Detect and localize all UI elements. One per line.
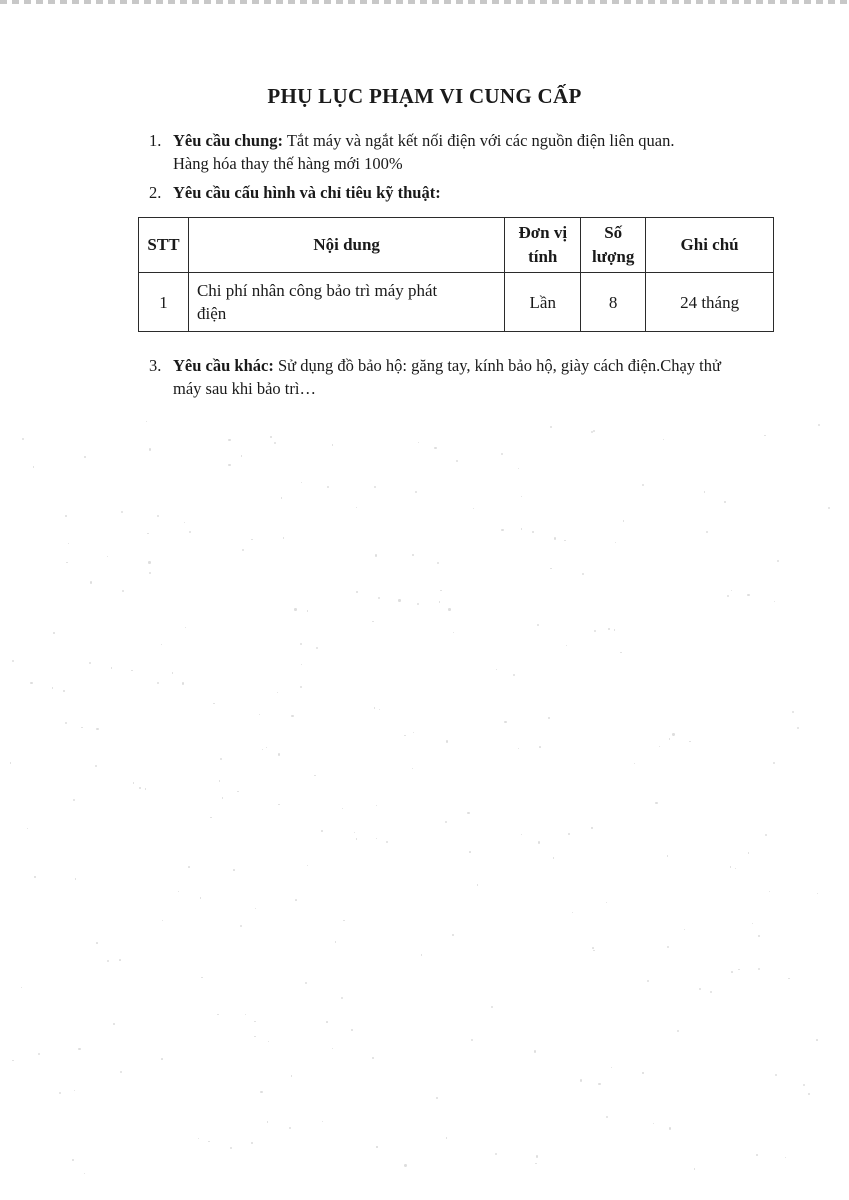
- scan-speck: [467, 812, 469, 814]
- scan-speck: [758, 968, 760, 970]
- scan-speck: [237, 791, 238, 792]
- item-number: 1.: [149, 131, 162, 150]
- scan-speck: [307, 865, 308, 866]
- scan-speck: [289, 1127, 291, 1129]
- scan-speck: [78, 1048, 80, 1050]
- scan-speck: [614, 629, 615, 630]
- scan-speck: [356, 591, 358, 593]
- scan-speck: [615, 542, 616, 543]
- scan-speck: [259, 714, 260, 715]
- scan-speck: [172, 672, 174, 674]
- scan-speck: [404, 1164, 406, 1166]
- scan-speck: [659, 746, 660, 747]
- scan-speck: [580, 1079, 582, 1081]
- scan-speck: [274, 442, 276, 444]
- scan-speck: [233, 869, 235, 871]
- scan-speck: [230, 1147, 232, 1149]
- scan-speck: [564, 540, 565, 541]
- scan-speck: [12, 660, 14, 662]
- scan-speck: [642, 484, 644, 486]
- table-row: [139, 273, 774, 332]
- scan-speck: [12, 1060, 13, 1061]
- scan-speck: [96, 728, 98, 730]
- scan-speck: [354, 832, 355, 833]
- scan-speck: [727, 595, 729, 597]
- scan-speck: [149, 448, 151, 450]
- scan-speck: [374, 707, 376, 709]
- scan-speck: [477, 884, 478, 885]
- spec-table: [138, 217, 774, 332]
- scan-speck: [777, 560, 779, 562]
- scan-top-edge: [0, 0, 849, 4]
- scan-speck: [376, 838, 378, 840]
- scan-speck: [122, 590, 124, 592]
- item-heading: Yêu cầu cấu hình và chỉ tiêu kỹ thuật:: [173, 183, 441, 202]
- scan-speck: [568, 833, 570, 835]
- scan-speck: [242, 549, 244, 551]
- scan-speck: [775, 1074, 777, 1076]
- scan-speck: [228, 464, 230, 466]
- scan-speck: [634, 763, 635, 764]
- scan-speck: [300, 643, 302, 645]
- header-unit: Đơn vị tính: [505, 218, 581, 273]
- scan-speck: [495, 1153, 497, 1155]
- scan-speck: [372, 621, 374, 623]
- scan-speck: [534, 1050, 536, 1052]
- scan-speck: [731, 590, 732, 591]
- scan-speck: [139, 787, 141, 789]
- scan-speck: [642, 1072, 643, 1073]
- scan-speck: [30, 682, 32, 684]
- scan-speck: [448, 608, 450, 610]
- scan-speck: [305, 982, 307, 984]
- scan-speck: [606, 1116, 608, 1118]
- scan-speck: [669, 1127, 671, 1129]
- scan-speck: [27, 828, 28, 829]
- scan-speck: [68, 543, 69, 544]
- scan-speck: [738, 969, 740, 971]
- requirement-other: [149, 354, 789, 404]
- scan-speck: [111, 667, 112, 668]
- scan-speck: [95, 765, 97, 767]
- cell-content: Chi phí nhân công bảo trì máy phát điện: [188, 273, 504, 332]
- scan-speck: [501, 529, 503, 531]
- scan-speck: [121, 511, 123, 513]
- scan-speck: [201, 977, 203, 979]
- scan-speck: [295, 899, 297, 901]
- scan-speck: [251, 539, 253, 541]
- scan-speck: [198, 1138, 199, 1139]
- scan-speck: [421, 954, 423, 956]
- scan-speck: [672, 733, 674, 735]
- scan-speck: [131, 670, 132, 671]
- scan-speck: [327, 486, 329, 488]
- scan-speck: [496, 669, 497, 670]
- scan-speck: [439, 601, 440, 602]
- scan-speck: [301, 664, 302, 665]
- scan-speck: [413, 732, 414, 733]
- scan-speck: [316, 647, 318, 649]
- scan-speck: [213, 703, 214, 704]
- scan-speck: [591, 431, 593, 433]
- scan-speck: [33, 466, 34, 467]
- scan-speck: [210, 817, 211, 818]
- scan-speck: [694, 1168, 695, 1169]
- scan-speck: [655, 802, 657, 804]
- scan-speck: [446, 1137, 448, 1139]
- scan-speck: [96, 942, 98, 944]
- scan-speck: [291, 715, 293, 717]
- cell-unit: Lần: [505, 273, 581, 332]
- scan-speck: [241, 455, 243, 457]
- scan-speck: [491, 1006, 493, 1008]
- scan-speck: [572, 912, 574, 914]
- scan-speck: [548, 717, 550, 719]
- scan-speck: [769, 891, 770, 892]
- scan-speck: [161, 1058, 163, 1060]
- scan-speck: [591, 827, 592, 828]
- scan-speck: [773, 762, 775, 764]
- scan-speck: [217, 1014, 219, 1016]
- requirement-general: [149, 129, 759, 179]
- scan-speck: [817, 893, 818, 894]
- scan-speck: [710, 991, 712, 993]
- scan-speck: [440, 590, 442, 592]
- requirement-technical: [149, 181, 759, 205]
- scan-speck: [469, 851, 471, 853]
- scan-speck: [145, 788, 146, 789]
- scan-speck: [452, 934, 454, 936]
- scan-speck: [281, 497, 282, 498]
- scan-speck: [332, 1048, 333, 1049]
- scan-speck: [752, 923, 753, 924]
- scan-speck: [412, 554, 414, 556]
- scan-speck: [65, 722, 67, 724]
- scan-speck: [803, 1084, 805, 1086]
- scan-speck: [74, 1090, 76, 1092]
- scan-speck: [278, 753, 280, 755]
- scan-speck: [278, 804, 279, 805]
- scan-speck: [594, 630, 596, 632]
- header-quantity: Số lượng: [581, 218, 646, 273]
- scan-speck: [376, 1146, 377, 1147]
- scan-speck: [149, 572, 151, 574]
- scan-speck: [518, 748, 519, 749]
- scan-speck: [300, 686, 302, 688]
- scan-speck: [593, 430, 595, 432]
- scan-speck: [254, 1021, 255, 1022]
- scan-speck: [724, 501, 726, 503]
- scan-speck: [72, 1159, 74, 1161]
- item-heading: Yêu cầu khác:: [173, 356, 274, 375]
- scan-speck: [620, 652, 621, 653]
- scan-speck: [667, 946, 669, 948]
- scan-speck: [473, 508, 475, 510]
- scan-speck: [704, 491, 706, 493]
- scan-speck: [412, 768, 413, 769]
- scan-speck: [378, 597, 380, 599]
- scan-speck: [245, 1014, 247, 1016]
- scan-speck: [677, 1030, 679, 1032]
- scan-speck: [434, 447, 436, 449]
- scan-speck: [537, 624, 539, 626]
- scan-speck: [689, 741, 691, 743]
- scan-speck: [437, 562, 439, 564]
- cell-quantity: 8: [581, 273, 646, 332]
- scan-speck: [314, 775, 315, 776]
- scan-speck: [647, 980, 649, 982]
- scan-speck: [504, 721, 506, 723]
- scan-speck: [119, 959, 121, 961]
- scan-speck: [667, 855, 668, 856]
- scan-speck: [566, 645, 567, 646]
- scan-speck: [219, 780, 220, 781]
- item-number: 2.: [149, 183, 162, 202]
- scan-speck: [808, 1093, 810, 1095]
- scan-speck: [376, 805, 377, 806]
- scan-speck: [684, 929, 685, 930]
- scan-speck: [521, 496, 522, 497]
- scan-speck: [73, 799, 75, 801]
- scan-speck: [34, 876, 35, 877]
- scan-speck: [663, 439, 664, 440]
- scan-speck: [120, 1071, 122, 1073]
- scan-speck: [471, 1039, 473, 1041]
- scan-speck: [188, 866, 190, 868]
- scan-speck: [386, 841, 388, 843]
- scan-speck: [436, 1097, 438, 1099]
- scan-speck: [341, 997, 343, 999]
- item-number: 3.: [149, 356, 162, 375]
- scan-speck: [107, 960, 109, 962]
- scan-speck: [404, 735, 405, 736]
- scan-speck: [608, 628, 610, 630]
- scan-speck: [133, 782, 134, 783]
- scan-speck: [262, 749, 263, 750]
- scan-speck: [375, 554, 377, 556]
- scan-speck: [22, 438, 24, 440]
- scan-speck: [220, 758, 222, 760]
- scan-speck: [266, 747, 267, 748]
- scan-speck: [735, 868, 736, 869]
- header-content: Nội dung: [188, 218, 504, 273]
- scan-speck: [301, 482, 302, 483]
- scan-speck: [53, 632, 55, 634]
- scan-speck: [267, 1121, 268, 1122]
- cell-stt: 1: [139, 273, 189, 332]
- scan-speck: [162, 920, 164, 922]
- scan-speck: [84, 1173, 86, 1175]
- scan-speck: [582, 573, 584, 575]
- scan-speck: [356, 507, 357, 508]
- scan-speck: [785, 1157, 786, 1158]
- scan-speck: [623, 520, 624, 521]
- scan-speck: [518, 468, 519, 469]
- scan-speck: [84, 456, 86, 458]
- item-heading: Yêu cầu chung:: [173, 131, 284, 150]
- scan-speck: [669, 738, 671, 740]
- scan-speck: [653, 1123, 654, 1124]
- scan-speck: [208, 1141, 209, 1142]
- scan-speck: [765, 834, 767, 836]
- scan-speck: [277, 692, 278, 693]
- scan-speck: [326, 1021, 328, 1023]
- scan-speck: [532, 531, 534, 533]
- scan-speck: [758, 935, 760, 937]
- scan-speck: [788, 978, 790, 980]
- scan-speck: [59, 1092, 61, 1094]
- scan-speck: [398, 599, 400, 601]
- scan-speck: [816, 1039, 818, 1041]
- scan-speck: [764, 435, 766, 437]
- scan-speck: [730, 866, 732, 868]
- scan-speck: [379, 709, 380, 710]
- scan-speck: [38, 1053, 40, 1055]
- scan-speck: [554, 537, 556, 539]
- scan-speck: [521, 834, 522, 835]
- scan-speck: [374, 486, 376, 488]
- scan-speck: [182, 682, 184, 684]
- item-body: [173, 129, 675, 175]
- scan-speck: [521, 528, 522, 529]
- scan-speck: [157, 682, 159, 684]
- scan-speck: [550, 426, 552, 428]
- scan-speck: [321, 830, 323, 832]
- scan-speck: [343, 920, 345, 922]
- scan-speck: [184, 522, 185, 523]
- scan-speck: [260, 1091, 262, 1093]
- scan-speck: [89, 662, 91, 664]
- scan-speck: [756, 1154, 758, 1156]
- page-title: PHỤ LỤC PHẠM VI CUNG CẤP: [267, 84, 582, 108]
- scan-speck: [254, 1036, 256, 1038]
- scan-speck: [550, 568, 552, 570]
- scan-speck: [828, 507, 830, 509]
- scan-speck: [539, 746, 541, 748]
- scan-speck: [453, 632, 454, 633]
- scan-speck: [501, 453, 503, 455]
- scan-speck: [146, 421, 147, 422]
- scan-speck: [161, 644, 162, 645]
- scan-speck: [270, 436, 272, 438]
- table-header-row: [139, 218, 774, 273]
- item-body: [173, 354, 721, 400]
- scan-speck: [606, 902, 607, 903]
- scan-speck: [81, 727, 83, 729]
- scan-speck: [372, 1057, 374, 1059]
- cell-note: 24 tháng: [646, 273, 774, 332]
- scan-speck: [75, 878, 77, 880]
- scan-speck: [307, 610, 308, 611]
- scan-speck: [148, 561, 150, 563]
- scan-speck: [456, 460, 458, 462]
- scan-speck: [774, 601, 775, 602]
- scan-speck: [21, 987, 22, 988]
- scan-speck: [611, 1067, 612, 1068]
- scan-speck: [356, 838, 357, 839]
- item-continuation: máy sau khi bảo trì…: [173, 379, 316, 398]
- scan-speck: [335, 941, 336, 942]
- scan-speck: [446, 740, 448, 742]
- scan-speck: [107, 556, 108, 557]
- scan-speck: [748, 852, 750, 854]
- scan-speck: [222, 797, 223, 798]
- scan-speck: [797, 727, 799, 729]
- scan-speck: [113, 1023, 115, 1025]
- scan-speck: [178, 891, 179, 892]
- scan-speck: [10, 762, 11, 763]
- scan-speck: [228, 439, 230, 441]
- scan-speck: [52, 687, 53, 688]
- item-text: Sử dụng đồ bảo hộ: găng tay, kính bảo hộ, giày cách điện.Chạy thử: [273, 356, 721, 375]
- scan-speck: [535, 1163, 536, 1164]
- item-continuation: Hàng hóa thay thế hàng mới 100%: [173, 154, 403, 173]
- scan-speck: [513, 674, 515, 676]
- scan-speck: [415, 491, 417, 493]
- item-text: Tắt máy và ngắt kết nối điện với các nguồn điện liên quan.: [283, 131, 675, 150]
- scan-speck: [200, 897, 202, 899]
- scan-speck: [240, 925, 242, 927]
- header-note: Ghi chú: [646, 218, 774, 273]
- scan-speck: [322, 1121, 323, 1122]
- item-body: [173, 181, 441, 204]
- scan-speck: [283, 537, 285, 539]
- scan-speck: [268, 1041, 270, 1043]
- scan-speck: [731, 971, 733, 973]
- scan-speck: [593, 950, 594, 951]
- scan-speck: [747, 594, 749, 596]
- scan-speck: [90, 581, 92, 583]
- scan-speck: [66, 562, 67, 563]
- scan-speck: [699, 988, 701, 990]
- scan-speck: [792, 711, 794, 713]
- scan-speck: [332, 444, 333, 445]
- scan-speck: [445, 821, 447, 823]
- scan-speck: [418, 442, 419, 443]
- scan-speck: [536, 1155, 538, 1157]
- scan-speck: [255, 908, 256, 909]
- scan-speck: [342, 808, 343, 809]
- header-stt: STT: [139, 218, 189, 273]
- scan-speck: [592, 947, 594, 949]
- scan-speck: [818, 424, 820, 426]
- scan-speck: [65, 515, 67, 517]
- scan-speck: [553, 857, 555, 859]
- scan-speck: [291, 1075, 293, 1077]
- scan-speck: [417, 603, 419, 605]
- scan-speck: [147, 533, 148, 534]
- scan-speck: [351, 1029, 353, 1031]
- scan-speck: [189, 531, 191, 533]
- scan-speck: [538, 841, 540, 843]
- scan-speck: [185, 627, 186, 628]
- scan-speck: [706, 531, 708, 533]
- scan-speck: [63, 690, 65, 692]
- scan-speck: [251, 1142, 253, 1144]
- scan-speck: [598, 1083, 600, 1085]
- scan-speck: [294, 608, 296, 610]
- scan-speck: [157, 515, 159, 517]
